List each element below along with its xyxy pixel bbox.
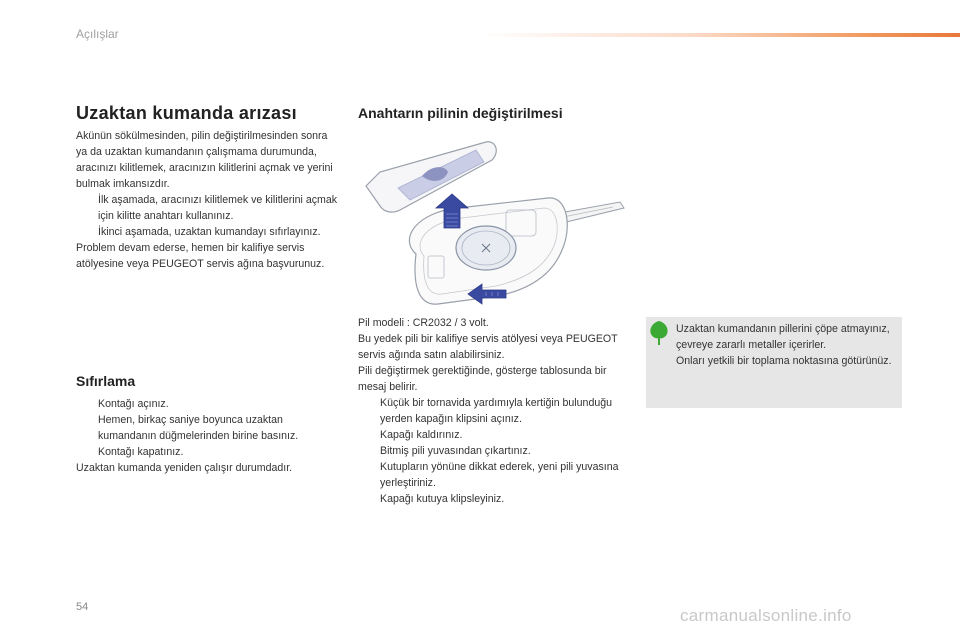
bullet-text: Kapağı kutuya klipsleyiniz. bbox=[380, 493, 505, 505]
bullet-text: İlk aşamada, aracınızı kilitlemek ve kilitlerini açmak için kilitte anahtarı kullanınız. bbox=[98, 194, 338, 222]
battery-purchase-note: Bu yedek pili bir kalifiye servis atölyesi veya PEUGEOT servis ağında satın alabilirsiniz. bbox=[358, 333, 618, 361]
bullet-item bbox=[358, 427, 622, 443]
bullet-item bbox=[76, 412, 338, 444]
key-illustration-svg bbox=[358, 138, 628, 308]
battery-title: Anahtarın pilinin değiştirilmesi bbox=[358, 105, 563, 121]
bullet-text: Kapağı kaldırınız. bbox=[380, 429, 463, 441]
battery-body bbox=[358, 315, 622, 507]
reset-outro: Uzaktan kumanda yeniden çalışır durumdadır. bbox=[76, 462, 293, 474]
bullet-text: Küçük bir tornavida yardımıyla kertiğin bulunduğu yerden kapağın klipsini açınız. bbox=[380, 397, 613, 425]
tip-text bbox=[676, 321, 896, 369]
bullet-text: İkinci aşamada, uzaktan kumandayı sıfırlayınız. bbox=[98, 226, 321, 238]
bullet-text: Kutupların yönüne dikkat ederek, yeni pili yuvasına yerleştiriniz. bbox=[380, 461, 619, 489]
remote-failure-title: Uzaktan kumanda arızası bbox=[76, 103, 297, 123]
remote-failure-body bbox=[76, 128, 338, 272]
bullet-item bbox=[76, 444, 338, 460]
bullet-item bbox=[358, 459, 622, 491]
page-number: 54 bbox=[76, 601, 89, 613]
header-accent-bar bbox=[480, 33, 960, 37]
watermark: carmanualsonline.info bbox=[680, 606, 852, 625]
bullet-text: Hemen, birkaç saniye boyunca uzaktan kumandanın düğmelerinden birine basınız. bbox=[98, 414, 299, 442]
leaf-icon bbox=[648, 320, 670, 346]
bullet-text: Kontağı kapatınız. bbox=[98, 446, 184, 458]
reset-body bbox=[76, 396, 338, 476]
bullet-item bbox=[76, 192, 338, 224]
tip-text-2: Onları yetkili bir toplama noktasına götürünüz. bbox=[676, 355, 892, 367]
bullet-text: Bitmiş pili yuvasından çıkartınız. bbox=[380, 445, 531, 457]
bullet-item bbox=[358, 395, 622, 427]
battery-model: Pil modeli : CR2032 / 3 volt. bbox=[358, 317, 489, 329]
tip-text-1: Uzaktan kumandanın pillerini çöpe atmayınız, çevreye zararlı metaller içerirler. bbox=[676, 323, 890, 351]
key-battery-illustration bbox=[358, 138, 628, 313]
bullet-item bbox=[358, 491, 622, 507]
bullet-item bbox=[358, 443, 622, 459]
environment-tip-box bbox=[646, 317, 902, 408]
remote-failure-intro: Akünün sökülmesinden, pilin değiştirilmesinden sonra ya da uzaktan kumandanın çalışmama durumunda, aracınızı kilitlemek, aracınızın kilitlerini açmak ve yerini bulmak imkansızdır. bbox=[76, 130, 333, 190]
reset-title: Sıfırlama bbox=[76, 373, 136, 389]
remote-failure-outro: Problem devam ederse, hemen bir kalifiye servis atölyesine veya PEUGEOT servis ağına başvurunuz. bbox=[76, 242, 325, 270]
bullet-text: Kontağı açınız. bbox=[98, 398, 169, 410]
bullet-item bbox=[76, 224, 338, 240]
bullet-item bbox=[76, 396, 338, 412]
header-section-title: Açılışlar bbox=[76, 27, 119, 41]
battery-warning-note: Pili değiştirmek gerektiğinde, gösterge tablosunda bir mesaj belirir. bbox=[358, 365, 607, 393]
